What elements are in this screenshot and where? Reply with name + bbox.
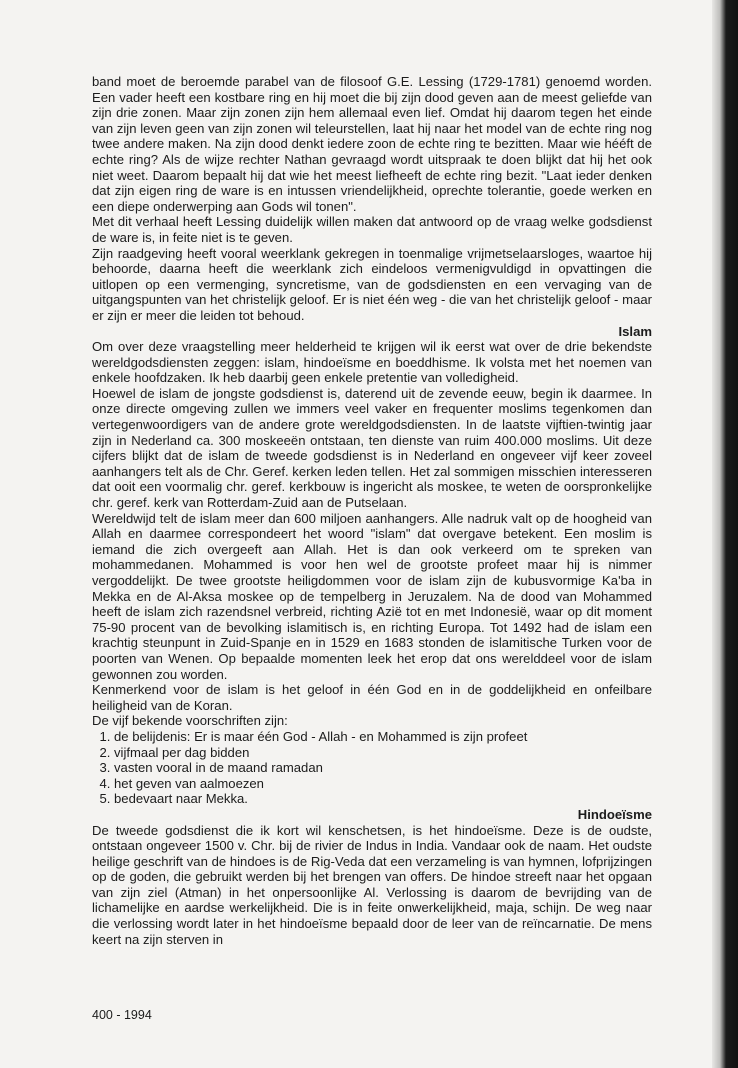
paragraph: Kenmerkend voor de islam is het geloof in één God en in de goddelijkheid en onfeilbare heiligheid van de Koran.	[92, 682, 652, 713]
list-item: 4. het geven van aalmoezen	[114, 776, 652, 792]
paragraph: Hoewel de islam de jongste godsdienst is, daterend uit de zevende eeuw, begin ik daarmee. In onze directe omgeving zullen we immers veel vaker en frequenter moslims tegenkomen dan vertegenwoordigers van de andere grote wereldgodsdiensten. In de laatste vijftien-twintig jaar zijn in Nederland ca. 300 moskeeën ontstaan, ten dienste van ruim 400.000 moslims. Uit deze cijfers blijkt dat de islam de tweede godsdienst is in Nederland en ongeveer vijf keer zoveel aanhangers telt als de Chr. Geref. kerken leden tellen. Het zal sommigen misschien interesseren dat ooit een voormalig chr. geref. kerkbouw is ingericht als moskee, te weten de oorspronkelijke chr. geref. kerk van Rotterdam-Zuid aan de Putselaan.	[92, 385, 652, 511]
paragraph: Zijn raadgeving heeft vooral weerklank gekregen in toenmalige vrijmetselaarsloges, waartoe hij behoorde, daarna heeft die weerklank zich eindeloos vermenigvuldigd in opvattingen die uitlopen op een vermenging, syncretisme, van de godsdiensten en een vervaging van de uitgangspunten van het christelijk geloof. Er is niet één weg - die van het christelijk geloof - maar er zijn er meer die leiden tot behoud.	[92, 245, 652, 323]
paragraph: Wereldwijd telt de islam meer dan 600 miljoen aanhangers. Alle nadruk valt op de hoogheid van Allah en daarmee correspondeert het woord "islam" dat overgave betekent. Een moslim is iemand die zich overgeeft aan Allah. Het is dan ook verkeerd om te spreken van mohammedanen. Mohammed is voor hen wel de grootste profeet maar hij is nimmer vergoddelijkt. De twee grootste heiligdommen voor de islam zijn de kubusvormige Ka'ba in Mekka en de Al-Aksa moskee op de tempelberg in Jeruzalem. Na de dood van Mohammed heeft de islam zich razendsnel verbreid, richting Azië tot en met Indonesië, waar op dit moment 75-90 procent van de bevolking islamitisch is, en richting Europa. Tot 1492 had de islam een krachtig steunpunt in Zuid-Spanje en in 1529 en 1683 stonden de islamitische Turken voor de poorten van Wenen. Op bepaalde momenten leek het erop dat ons werelddeel voor de islam gewonnen zou worden.	[92, 510, 652, 682]
paragraph: Met dit verhaal heeft Lessing duidelijk willen maken dat antwoord op de vraag welke godsdienst de ware is, in feite niet is te geven.	[92, 214, 652, 245]
section-heading-hindoeisme: Hindoeïsme	[577, 806, 652, 822]
paragraph: band moet de beroemde parabel van de filosoof G.E. Lessing (1729-1781) genoemd worden. Een vader heeft een kostbare ring en hij moet die bij zijn dood geven aan de meest geliefde van zijn drie zonen. Maar zijn zonen zijn hem allemaal even lief. Omdat hij daarom tegen het einde van zijn leven geen van zijn zonen wil teleurstellen, laat hij naar het model van de echte ring nog twee andere maken. Na zijn dood denkt iedere zoon de echte ring te bezitten. Maar wie hééft de echte ring? Als de wijze rechter Nathan gevraagd wordt uitspraak te doen blijkt dat hij het ook niet weet. Daarom bepaalt hij dat wie het meest liefheeft de echte ring bezit. "Laat ieder denken dat zijn eigen ring de ware is en intussen vriendelijkheid, oprechte tolerantie, goede werken en een diepe onderwerping aan Gods wil tonen".	[92, 74, 652, 214]
list-item: 1. de belijdenis: Er is maar één God - Allah - en Mohammed is zijn profeet	[114, 729, 652, 745]
list-item: 5. bedevaart naar Mekka.	[114, 791, 652, 807]
paragraph: De vijf bekende voorschriften zijn:	[92, 713, 288, 729]
book-spine-shadow	[712, 0, 738, 1068]
paragraph: Om over deze vraagstelling meer helderheid te krijgen wil ik eerst wat over de drie bekendste wereldgodsdiensten zeggen: islam, hindoeïsme en boeddhisme. Ik volsta met het noemen van enkele hoofdzaken. Ik heb daarbij geen enkele pretentie van volledigheid.	[92, 339, 652, 386]
list-item: 3. vasten vooral in de maand ramadan	[114, 760, 652, 776]
section-heading-islam: Islam	[618, 323, 652, 339]
page-number: 400 - 1994	[92, 1008, 152, 1022]
precepts-list	[92, 729, 652, 807]
paragraph: De tweede godsdienst die ik kort wil kenschetsen, is het hindoeïsme. Deze is de oudste, ontstaan ongeveer 1500 v. Chr. bij de rivier de Indus in India. Vandaar ook de naam. Het oudste heilige geschrift van de hindoes is de Rig-Veda dat een verzameling is van hymnen, lofprijzingen op de goden, die gebruikt werden bij het brengen van offers. De hindoe streeft naar het opgaan van zijn ziel (Atman) in het onpersoonlijke Al. Verlossing is daarom de bevrijding van de lichamelijke en aardse werkelijkheid. Die is in feite onwerkelijkheid, maja, schijn. De weg naar die verlossing wordt later in het hindoeïsme bepaald door de leer van de reïncarnatie. De mens keert na zijn sterven in	[92, 822, 652, 947]
article-body	[92, 74, 652, 947]
list-item: 2. vijfmaal per dag bidden	[114, 745, 652, 761]
